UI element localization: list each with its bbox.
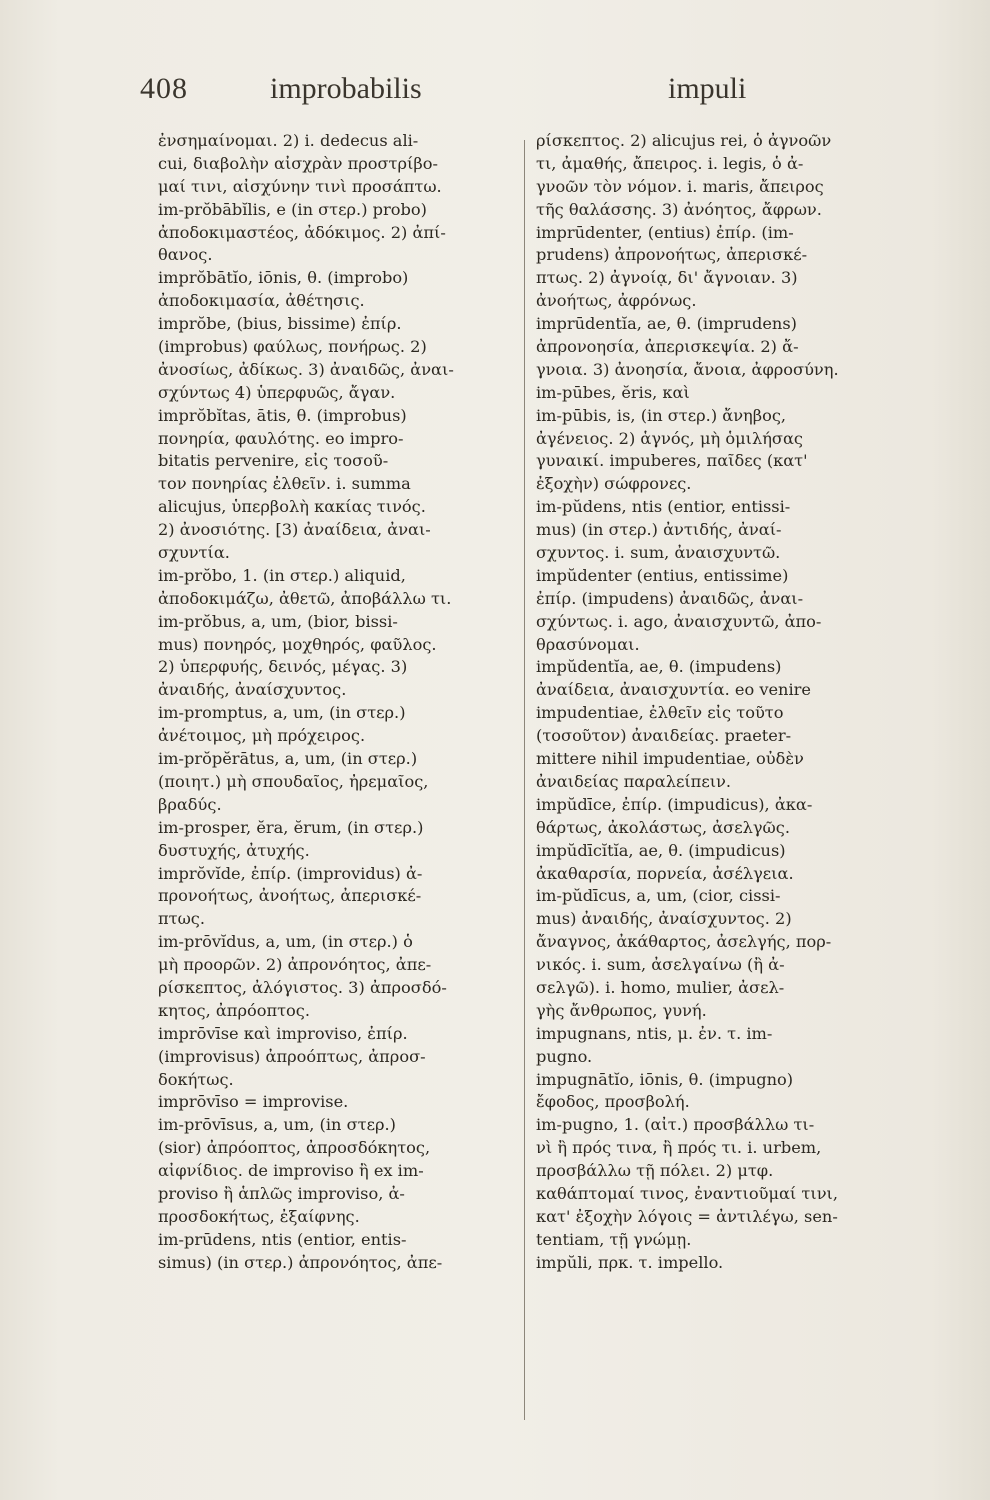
entry-line: mus) πονηρός, μοχθηρός, φαῦλος. xyxy=(158,634,437,654)
entry-line: τῆς θαλάσσης. 3) ἀνόητος, ἄφρων. xyxy=(536,199,822,219)
right-column xyxy=(536,130,906,1275)
entry-line: τι, ἀμαθής, ἄπειρος. i. legis, ὁ ἀ- xyxy=(536,153,804,173)
entry-line: 2) ὑπερφυής, δεινός, μέγας. 3) xyxy=(158,657,408,677)
entry-line: simus) (in στερ.) ἀπρονόητος, ἀπε- xyxy=(158,1252,443,1272)
entry-line: ἀποδοκιμαστέος, ἀδόκιμος. 2) ἀπί- xyxy=(158,222,446,242)
entry-line: imprŏbe, (bius, bissime) ἐπίρ. xyxy=(158,314,402,334)
entry-line: γνοια. 3) ἀνοησία, ἄνοια, ἀφροσύνη. xyxy=(536,359,839,379)
entry-line: mittere nihil impudentiae, οὐδὲν xyxy=(536,749,804,769)
page-header xyxy=(140,72,840,122)
entry-line: (ποιητ.) μὴ σπουδαῖος, ἠρεμαῖος, xyxy=(158,771,429,791)
entry-line: im-prūdens, ntis (entior, entis- xyxy=(158,1229,407,1249)
page-number: 408 xyxy=(140,72,188,105)
entry-line: κατ' ἐξοχὴν λόγοις = ἀντιλέγω, sen- xyxy=(536,1206,838,1226)
entry-line: impŭdenter (entius, entissime) xyxy=(536,565,789,585)
entry-line: σχύντως. i. ago, ἀναισχυντῶ, ἀπο- xyxy=(536,611,822,631)
entry-line: θρασύνομαι. xyxy=(536,634,640,654)
entry-line: ἐξοχὴν) σώφρονες. xyxy=(536,474,692,494)
entry-line: bitatis pervenire, εἰς τοσοῦ- xyxy=(158,451,389,471)
entry-line: ἀνοήτως, ἀφρόνως. xyxy=(536,291,697,311)
entry-line: γυναικί. impuberes, παῖδες (κατ' xyxy=(536,451,808,471)
entry-line: im-prōvĭdus, a, um, (in στερ.) ὁ xyxy=(158,932,413,952)
entry-line: προσδοκήτως, ἐξαίφνης. xyxy=(158,1206,360,1226)
entry-line: ἔφοδος, προσβολή. xyxy=(536,1092,690,1112)
entry-line: δοκήτως. xyxy=(158,1069,234,1089)
column-divider xyxy=(524,140,525,1420)
entry-line: γνοῶν τὸν νόμον. i. maris, ἄπειρος xyxy=(536,176,824,196)
entry-line: ἀπρονοησία, ἀπερισκεψία. 2) ἄ- xyxy=(536,337,799,357)
entry-line: cui, διαβολὴν αἰσχρὰν προστρίβο- xyxy=(158,153,438,173)
entry-line: ἀποδοκιμασία, ἀθέτησις. xyxy=(158,291,365,311)
entry-line: tentiam, τῇ γνώμῃ. xyxy=(536,1229,692,1249)
entry-line: ἀνέτοιμος, μὴ πρόχειρος. xyxy=(158,726,366,746)
entry-line: im-prŏbo, 1. (in στερ.) aliquid, xyxy=(158,565,406,585)
entry-line: ἄναγνος, ἀκάθαρτος, ἀσελγής, πορ- xyxy=(536,932,832,952)
entry-line: im-pūbes, ĕris, καὶ xyxy=(536,382,690,402)
entry-line: σχυντία. xyxy=(158,543,230,563)
entry-line: mus) (in στερ.) ἀντιδής, ἀναί- xyxy=(536,520,782,540)
entry-line: impŭdentĭa, ae, θ. (impudens) xyxy=(536,657,782,677)
entry-line: θάρτως, ἀκολάστως, ἀσελγῶς. xyxy=(536,817,790,837)
entry-line: im-prōvīsus, a, um, (in στερ.) xyxy=(158,1115,396,1135)
entry-line: νὶ ἢ πρός τινα, ἢ πρός τι. i. urbem, xyxy=(536,1138,822,1158)
entry-line: im-pugno, 1. (αἰτ.) προσβάλλω τι- xyxy=(536,1115,815,1135)
entry-line: ἀποδοκιμάζω, ἀθετῶ, ἀποβάλλω τι. xyxy=(158,588,452,608)
entry-line: αἰφνίδιος. de improviso ἢ ex im- xyxy=(158,1161,424,1181)
entry-line: σχύντως 4) ὑπερφυῶς, ἄγαν. xyxy=(158,382,396,402)
entry-line: (improvisus) ἀπροόπτως, ἀπροσ- xyxy=(158,1046,426,1066)
entry-line: pugno. xyxy=(536,1046,593,1066)
entry-line: imprŏvĭde, ἐπίρ. (improvidus) ἀ- xyxy=(158,863,423,883)
entry-line: καθάπτομαί τινος, ἐναντιοῦμαί τινι, xyxy=(536,1183,839,1203)
entry-line: κητος, ἀπρόοπτος. xyxy=(158,1000,311,1020)
entry-line: πτως. 2) ἀγνοίᾳ, δι' ἄγνοιαν. 3) xyxy=(536,268,798,288)
entry-line: βραδύς. xyxy=(158,794,222,814)
entry-line: im-prŏpĕrātus, a, um, (in στερ.) xyxy=(158,749,418,769)
entry-line: τον πονηρίας ἐλθεῖν. i. summa xyxy=(158,474,411,494)
entry-line: προνοήτως, ἀνοήτως, ἀπερισκέ- xyxy=(158,886,422,906)
entry-line: 2) ἀνοσιότης. [3) ἀναίδεια, ἀναι- xyxy=(158,520,431,540)
entry-line: impugnātĭo, iōnis, θ. (impugno) xyxy=(536,1069,794,1089)
entry-line: impudentiae, ἐλθεῖν εἰς τοῦτο xyxy=(536,703,784,723)
entry-line: ἀγένειος. 2) ἁγνός, μὴ ὁμιλήσας xyxy=(536,428,803,448)
entry-line: ρίσκεπτος. 2) alicujus rei, ὁ ἀγνοῶν xyxy=(536,131,832,150)
entry-line: prudens) ἀπρονοήτως, ἀπερισκέ- xyxy=(536,245,808,265)
entry-line: im-pūbis, is, (in στερ.) ἄνηβος, xyxy=(536,405,787,425)
entry-line: σχυντος. i. sum, ἀναισχυντῶ. xyxy=(536,543,781,563)
entry-line: ρίσκεπτος, ἀλόγιστος. 3) ἀπροσδό- xyxy=(158,977,447,997)
entry-line: im-prosper, ĕra, ĕrum, (in στερ.) xyxy=(158,817,424,837)
entry-line: (improbus) φαύλως, πονήρως. 2) xyxy=(158,337,427,357)
entry-line: impugnans, ntis, μ. ἐν. τ. im- xyxy=(536,1023,773,1043)
entry-line: ἀνοσίως, ἀδίκως. 3) ἀναιδῶς, ἀναι- xyxy=(158,359,454,379)
header-first-entry: improbabilis xyxy=(270,72,422,105)
entry-line: προσβάλλω τῇ πόλει. 2) μτφ. xyxy=(536,1161,774,1181)
entry-line: πτως. xyxy=(158,909,206,929)
entry-line: γὴς ἄνθρωπος, γυνή. xyxy=(536,1000,707,1020)
entry-line: ἀναιδείας παραλείπειν. xyxy=(536,771,732,791)
entry-line: ἐπίρ. (impudens) ἀναιδῶς, ἀναι- xyxy=(536,588,804,608)
entry-line: (sior) ἀπρόοπτος, ἀπροσδόκητος, xyxy=(158,1138,431,1158)
entry-line: im-prŏbus, a, um, (bior, bissi- xyxy=(158,611,398,631)
entry-line: ἐνσημαίνομαι. 2) i. dedecus ali- xyxy=(158,131,419,150)
entry-line: μὴ προορῶν. 2) ἀπρονόητος, ἀπε- xyxy=(158,955,432,975)
entry-line: (τοσοῦτον) ἀναιδείας. praeter- xyxy=(536,726,792,746)
entry-line: impŭli, πρκ. τ. impello. xyxy=(536,1252,724,1272)
entry-line: imprōvīse καὶ improviso, ἐπίρ. xyxy=(158,1023,408,1043)
entry-line: im-prŏbābĭlis, e (in στερ.) probo) xyxy=(158,199,427,219)
header-last-entry: impuli xyxy=(668,72,747,105)
entry-line: proviso ἢ ἁπλῶς improviso, ἀ- xyxy=(158,1183,405,1203)
entry-line: ἀναίδεια, ἀναισχυντία. eo venire xyxy=(536,680,811,700)
entry-line: imprūdenter, (entius) ἐπίρ. (im- xyxy=(536,222,794,242)
entry-line: im-promptus, a, um, (in στερ.) xyxy=(158,703,406,723)
entry-line: μαί τινι, αἰσχύνην τινὶ προσάπτω. xyxy=(158,176,442,196)
entry-line: im-pŭdīcus, a, um, (cior, cissi- xyxy=(536,886,781,906)
entry-line: θανος. xyxy=(158,245,213,265)
entry-line: πονηρία, φαυλότης. eo impro- xyxy=(158,428,404,448)
entry-line: mus) ἀναιδής, ἀναίσχυντος. 2) xyxy=(536,909,792,929)
entry-line: impŭdīce, ἐπίρ. (impudicus), ἀκα- xyxy=(536,794,813,814)
entry-line: alicujus, ὑπερβολὴ κακίας τινός. xyxy=(158,497,426,517)
entry-line: ἀναιδής, ἀναίσχυντος. xyxy=(158,680,347,700)
entry-line: ἀκαθαρσία, πορνεία, ἀσέλγεια. xyxy=(536,863,794,883)
entry-line: im-pŭdens, ntis (entior, entissi- xyxy=(536,497,791,517)
entry-line: imprōvīso = improvise. xyxy=(158,1092,349,1112)
entry-line: νικός. i. sum, ἀσελγαίνω (ἢ ἀ- xyxy=(536,955,785,975)
entry-line: imprŏbĭtas, ātis, θ. (improbus) xyxy=(158,405,407,425)
entry-line: δυστυχής, ἀτυχής. xyxy=(158,840,310,860)
left-column xyxy=(158,130,518,1275)
entry-line: impŭdīcĭtĭa, ae, θ. (impudicus) xyxy=(536,840,786,860)
entry-line: imprŏbātĭo, iōnis, θ. (improbo) xyxy=(158,268,409,288)
entry-line: σελγῶ). i. homo, mulier, ἀσελ- xyxy=(536,977,785,997)
entry-line: imprūdentĭa, ae, θ. (imprudens) xyxy=(536,314,797,334)
